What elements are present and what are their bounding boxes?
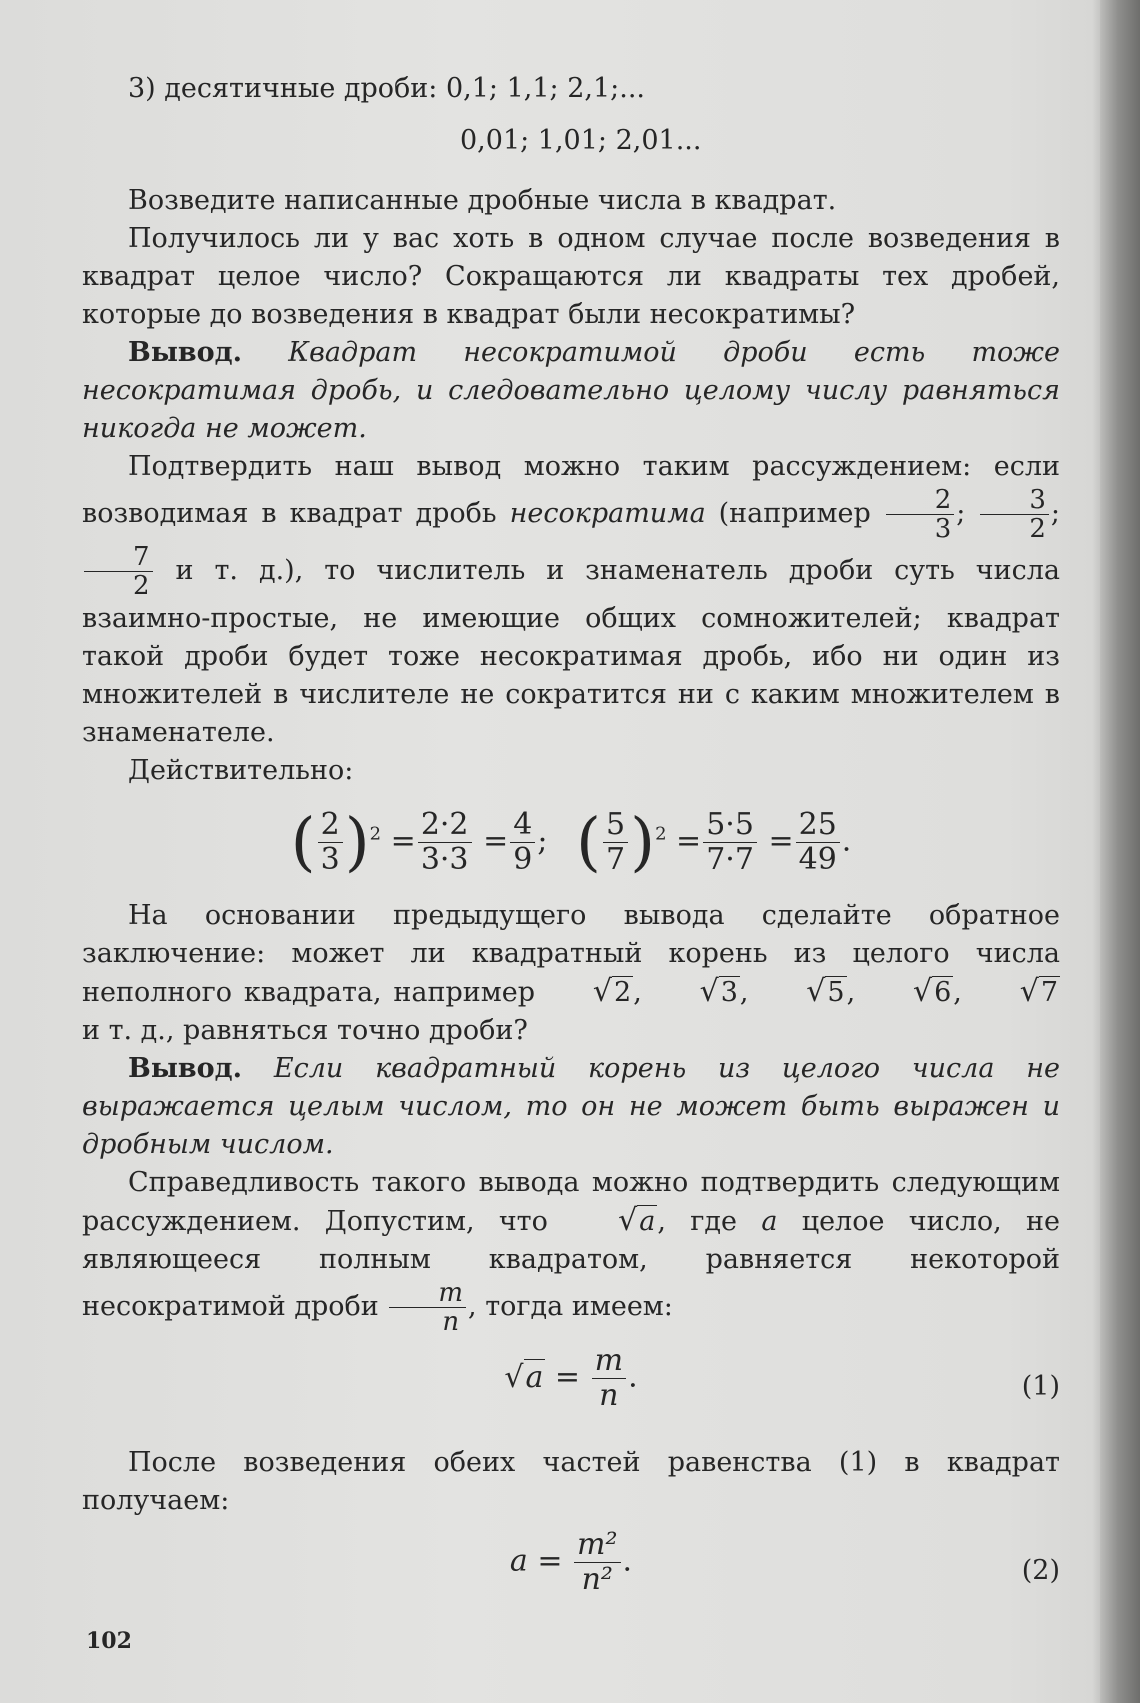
fraction-m-n: $\frac{m}{n}$: [389, 1279, 466, 1336]
conclusion-text: Квадрат несократимой дроби есть тоже несократимая дробь, и следовательно целому числу равняться никогда не может.: [82, 337, 1060, 444]
reasoning-text-d: и т. д.), то числитель и знаменатель дроби суть числа взаимно-простые, не имеющие общих сомножителей; квадрат такой дроби будет тоже несократимая дробь, ибо ни один из множителей в числителе не сократится ни с каким множителем в знаменателе.: [82, 555, 1060, 748]
paragraph-reasoning: Подтвердить наш вывод можно таким рассуждением: если возводимая в квадрат дробь несократима (например $\frac{2}{3}$ ; $\frac{3}{2}$ ; $\frac{7}{2}$ и т. д.), то числитель и знаменатель дроби суть числа взаимно-простые, не имеющие общих сомножителей; квадрат такой дроби будет тоже несократимая дробь, ибо ни один из множителей в числителе не сократится ни с каким множителем в знаменателе.: [82, 451, 1060, 748]
fraction: $\frac{2}{3}$: [318, 808, 343, 877]
proof-text-c: целое число, не являющееся полным квадратом, равняется некоторой несократимой дроби: [82, 1206, 1060, 1322]
square-root: √a: [618, 1203, 656, 1238]
paragraph-after-squaring: После возведения обеих частей равенства (1) в квадрат получаем:: [82, 1447, 1060, 1516]
square-root: √5: [806, 974, 845, 1009]
example-fraction: $\frac{2}{3}$: [886, 486, 955, 543]
fraction: $\frac{5\cdot 5}{7\cdot 7}$: [703, 808, 757, 877]
equation-number: (1): [1021, 1371, 1060, 1402]
reasoning-text-a: Подтвердить наш вывод можно таким рассуждением: если возводимая в квадрат дробь: [82, 451, 1060, 529]
inverse-text-b: и т. д., равняться точно дроби?: [82, 1015, 528, 1046]
paragraph-indeed: Действительно:: [128, 755, 354, 786]
paragraph-square-instruction: Возведите написанные дробные числа в квадрат.: [128, 185, 837, 216]
square-root: √3: [699, 974, 738, 1009]
equation-2: a = $\frac{\text{m²}}{\text{n²}}$ . (2): [509, 1527, 1060, 1597]
square-root: √6: [912, 974, 952, 1009]
square-root: √7: [1019, 974, 1058, 1009]
example-fraction: $\frac{7}{2}$: [84, 543, 153, 600]
page-text: [82, 70, 1060, 1628]
conclusion-1: [82, 334, 1060, 448]
proof-text-b: , где: [657, 1206, 738, 1237]
proof-text-d: , тогда имеем:: [468, 1291, 673, 1322]
reasoning-emphasis: несократима: [509, 498, 706, 529]
page-shadow: [1092, 0, 1100, 1703]
fraction: $\frac{2\cdot 2}{3\cdot 3}$: [418, 808, 472, 877]
equation-1: √a = $\frac{m}{n}$ . (1): [504, 1343, 1060, 1413]
fraction-m2-n2: $\frac{\text{m²}}{\text{n²}}$: [574, 1528, 620, 1597]
conclusion-text: Если квадратный корень из целого числа не выражается целым числом, то он не может быть выражен и дробным числом.: [82, 1053, 1060, 1160]
example-fraction: $\frac{3}{2}$: [980, 486, 1049, 543]
equation-number: (2): [1021, 1555, 1060, 1586]
conclusion-label: Вывод.: [128, 337, 243, 368]
page-number: 102: [86, 1628, 132, 1654]
book-spine: [1100, 0, 1140, 1703]
paragraph-question: Получилось ли у вас хоть в одном случае после возведения в квадрат целое число? Сокращаются ли квадраты тех дробей, которые до возведения в квадрат были несократимы?: [82, 223, 1060, 330]
paragraph-inverse: На основании предыдущего вывода сделайте обратное заключение: может ли квадратный корень из целого числа неполного квадрата, например √2, √3, √5, √6, √7 и т. д., равняться точно дроби?: [82, 900, 1060, 1046]
formula-fraction-squares: ( $\frac{2}{3}$ )$^2$ = $\frac{2\cdot 2}{3\cdot 3}$ = $\frac{4}{9}$ ; ( $\frac{5}{7}$ )$^2$ = $\frac{5\cdot 5}{7\cdot 7}$ = $\frac{25}{49}$ .: [290, 805, 852, 880]
list-item-decimals-continued: 0,01; 1,01; 2,01...: [460, 125, 702, 156]
variable-a: a: [761, 1206, 778, 1237]
conclusion-2: [82, 1050, 1060, 1164]
fraction-m-n: $\frac{m}{n}$: [592, 1344, 626, 1413]
fraction: $\frac{25}{49}$: [796, 808, 840, 877]
paragraph-proof: [82, 1164, 1060, 1336]
inverse-text-a: На основании предыдущего вывода сделайте обратное заключение: может ли квадратный корень из целого числа неполного квадрата, например: [82, 900, 1060, 1008]
fraction: $\frac{5}{7}$: [603, 808, 628, 877]
fraction: $\frac{4}{9}$: [510, 808, 535, 877]
list-item-decimals: 3) десятичные дроби: 0,1; 1,1; 2,1;...: [128, 73, 645, 104]
proof-text-a: Справедливость такого вывода можно подтвердить следующим рассуждением. Допустим, что: [82, 1167, 1060, 1237]
square-root: √a: [504, 1359, 544, 1395]
reasoning-text-c: (например: [718, 498, 871, 529]
conclusion-label: Вывод.: [128, 1053, 243, 1084]
square-root: √2: [592, 974, 632, 1009]
